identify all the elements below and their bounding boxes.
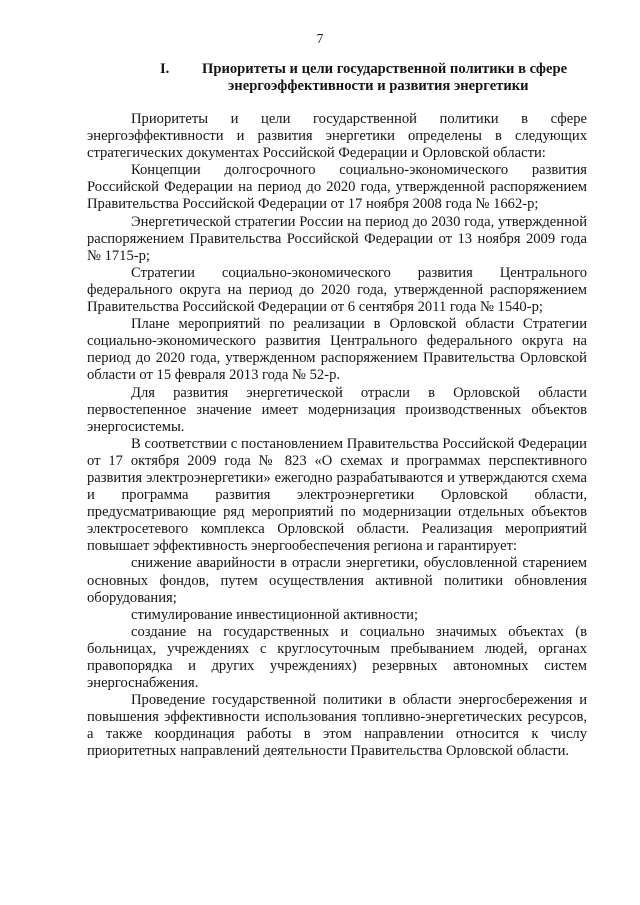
paragraph-concept-2020: Концепции долгосрочного социально-экономического развития Российской Федерации на период до 2020 года, утвержденной распоряжением Правительства Российской Федерации от 17 ноября 2008 года № 1662-р;: [87, 162, 587, 213]
paragraph-energy-strategy-2030: Энергетической стратегии России на период до 2030 года, утвержденной распоряжением Правительства Российской Федерации от 13 ноября 2009 года № 1715-р;: [87, 213, 587, 264]
section-number: I.: [160, 61, 170, 77]
document-body: [87, 111, 587, 761]
paragraph-conclusion: Проведение государственной политики в области энергосбережения и повышения эффективности использования топливно-энергетических ресурсов, а также координация работы в этом направлении относится к числу приоритетных направлений деятельности Правительства Орловской области.: [87, 692, 587, 760]
list-item-backup-systems: создание на государственных и социально значимых объектах (в больницах, учреждениях с круглосуточным пребыванием людей, органах правопорядка и других учреждениях) резервных автономных систем энергоснабжения.: [87, 623, 587, 692]
paragraph-energy-development: Для развития энергетической отрасли в Орловской области первостепенное значение имеет модернизация производственных объектов энергосистемы.: [87, 384, 587, 435]
section-title-line-1: Приоритеты и цели государственной политики в сфере: [202, 61, 568, 77]
section-title-line-2: энергоэффективности и развития энергетики: [228, 78, 529, 94]
list-item-investment: стимулирование инвестиционной активности;: [131, 606, 419, 623]
list-item-accident-reduction: снижение аварийности в отрасли энергетики, обусловленной старением основных фондов, путем осуществления активной политики обновления оборудования;: [87, 555, 587, 606]
paragraph-cfo-strategy: Стратегии социально-экономического развития Центрального федерального округа на период до 2020 года, утвержденной распоряжением Правительства Российской Федерации от 6 сентября 2011 года № 1540-р;: [87, 264, 587, 316]
paragraph-action-plan: Плане мероприятий по реализации в Орловской области Стратегии социально-экономического развития Центрального федерального округа на период до 2020 года, утвержденном распоряжением Правительства Орловской области от 15 февраля 2013 года № 52-р.: [87, 316, 587, 384]
page-number: 7: [316, 31, 324, 46]
paragraph-decree-823: В соответствии с постановлением Правительства Российской Федерации от 17 октября 2009 года № 823 «О схемах и программах перспективного развития электроэнергетики» ежегодно разрабатываются и утверждаются схема и программа развития электроэнергетики Орловской области, предусматривающие ряд мероприятий по модернизации отдельных объектов электросетевого комплекса Орловской области. Реализация мероприятий повышает эффективность энергообеспечения региона и гарантирует:: [87, 435, 587, 555]
paragraph-intro: Приоритеты и цели государственной политики в сфере энергоэффективности и развития энергетики определены в следующих стратегических документах Российской Федерации и Орловской области:: [87, 111, 587, 162]
